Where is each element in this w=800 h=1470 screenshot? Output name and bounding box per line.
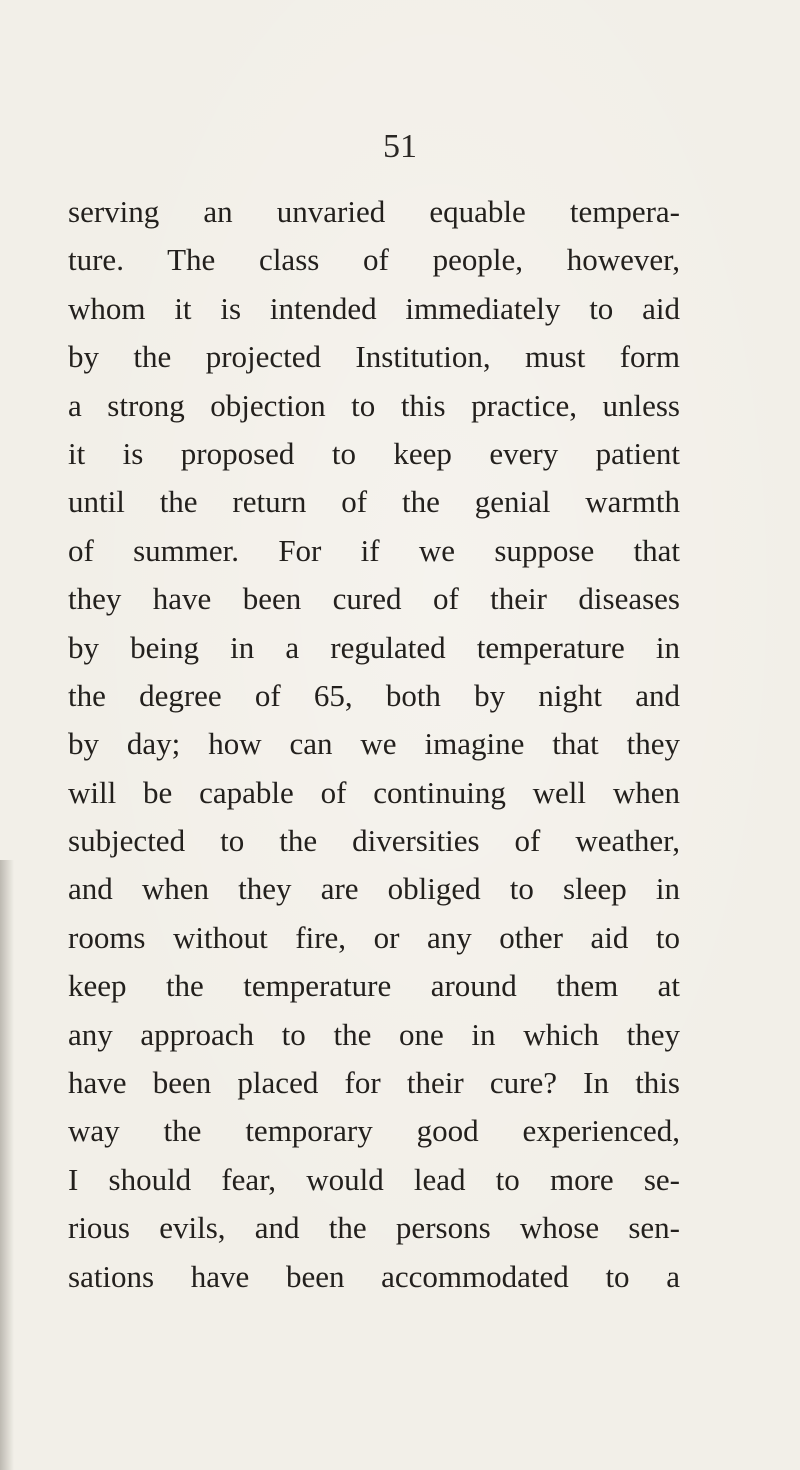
text-line: and when they are obliged to sleep in xyxy=(68,871,680,907)
text-line: sations have been accommodated to a xyxy=(68,1258,680,1294)
text-line: by being in a regulated temperature in xyxy=(68,629,680,665)
text-line: keep the temperature around them at xyxy=(68,968,680,1004)
page-gutter-shadow xyxy=(0,860,14,1470)
text-line: whom it is intended immediately to aid xyxy=(68,290,680,326)
text-line: I should fear, would lead to more se- xyxy=(68,1161,680,1197)
text-line: serving an unvaried equable tempera- xyxy=(68,194,680,229)
text-line: way the temporary good experienced, xyxy=(68,1113,680,1149)
text-line: the degree of 65, both by night and xyxy=(68,677,680,713)
text-line: it is proposed to keep every patient xyxy=(68,435,680,471)
text-line: until the return of the genial warmth xyxy=(68,484,680,520)
text-line: any approach to the one in which they xyxy=(68,1016,680,1052)
text-line: ture. The class of people, however, xyxy=(68,242,680,278)
text-line: rooms without fire, or any other aid to xyxy=(68,919,680,955)
text-line: have been placed for their cure? In this xyxy=(68,1065,680,1101)
page-number: 51 xyxy=(383,128,417,165)
text-line: of summer. For if we suppose that xyxy=(68,532,680,568)
text-line: by day; how can we imagine that they xyxy=(68,726,680,762)
text-line: rious evils, and the persons whose sen- xyxy=(68,1210,680,1246)
text-line: they have been cured of their diseases xyxy=(68,581,680,617)
text-line: by the projected Institution, must form xyxy=(68,339,680,375)
text-line: subjected to the diversities of weather, xyxy=(68,823,680,859)
body-text xyxy=(68,188,680,1301)
text-line: will be capable of continuing well when xyxy=(68,774,680,810)
text-line: a strong objection to this practice, unless xyxy=(68,387,680,423)
